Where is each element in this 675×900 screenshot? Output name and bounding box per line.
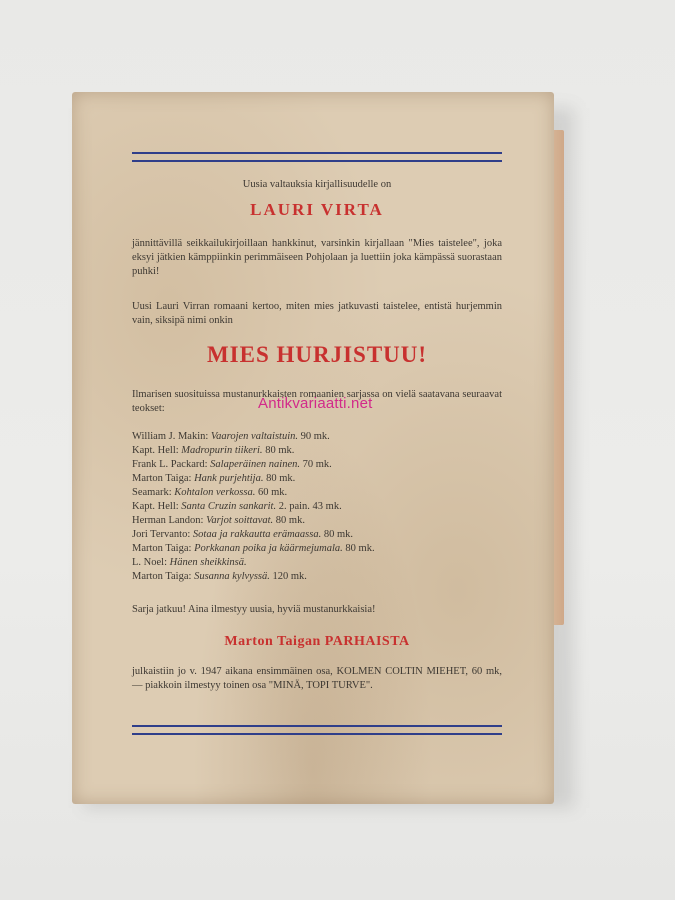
list-item: Herman Landon: Varjot soittavat. 80 mk. <box>132 515 305 526</box>
list-item: Marton Taiga: Hank purjehtija. 80 mk. <box>132 473 296 484</box>
author-heading: LAURI VIRTA <box>250 200 384 219</box>
list-item: Marton Taiga: Susanna kylvyssä. 120 mk. <box>132 571 307 582</box>
list-item: William J. Makin: Vaarojen valtaistuin. 90 mk. <box>132 431 330 442</box>
list-item: Seamark: Kohtalon verkossa. 60 mk. <box>132 487 288 498</box>
book-back-cover <box>72 92 554 804</box>
list-item: Marton Taiga: Porkkanan poika ja käärmejumala. 80 mk. <box>132 543 375 554</box>
list-item: Kapt. Hell: Santa Cruzin sankarit. 2. pain. 43 mk. <box>132 501 342 512</box>
list-item: Frank L. Packard: Salaperäinen nainen. 70 mk. <box>132 459 332 470</box>
list-item: L. Noel: Hänen sheikkinsä. <box>132 557 247 568</box>
top-double-rule <box>132 152 502 162</box>
paragraph-1: jännittävillä seikkailukirjoillaan hankkinut, varsinkin kirjallaan "Mies taistelee", joka eksyi jätkien kämppiinkin perimmäiseen Pohjolaan ja luettiin joka kämpässä suorastaan puhki! <box>132 238 502 277</box>
list-item: Jori Tervanto: Sotaa ja rakkautta erämaassa. 80 mk. <box>132 529 354 540</box>
watermark-text: Antikvariaatti.net <box>258 395 373 412</box>
paragraph-3: julkaistiin jo v. 1947 aikana ensimmäinen osa, KOLMEN COLTIN MIEHET, 60 mk, — piakkoin ilmestyy toinen osa "MINÄ, TOPI TURVE". <box>132 666 502 691</box>
series-intro: Ilmarisen suosituissa mustanurkkaisten romaanien sarjassa on vielä saatavana seuraavat teokset: <box>132 389 502 414</box>
book-list <box>132 430 512 584</box>
taiga-heading: Marton Taigan PARHAISTA <box>224 634 410 649</box>
paragraph-2: Uusi Lauri Virran romaani kertoo, miten mies jatkuvasti taistelee, entistä hurjemmin vain, siksipä nimi onkin <box>132 301 502 326</box>
intro-line: Uusia valtauksia kirjallisuudelle on <box>242 179 392 190</box>
bottom-double-rule <box>132 725 502 735</box>
list-item: Kapt. Hell: Madropurin tiikeri. 80 mk. <box>132 445 295 456</box>
title-heading: MIES HURJISTUU! <box>206 342 428 367</box>
series-outro: Sarja jatkuu! Aina ilmestyy uusia, hyviä mustanurkkaisia! <box>132 604 376 615</box>
